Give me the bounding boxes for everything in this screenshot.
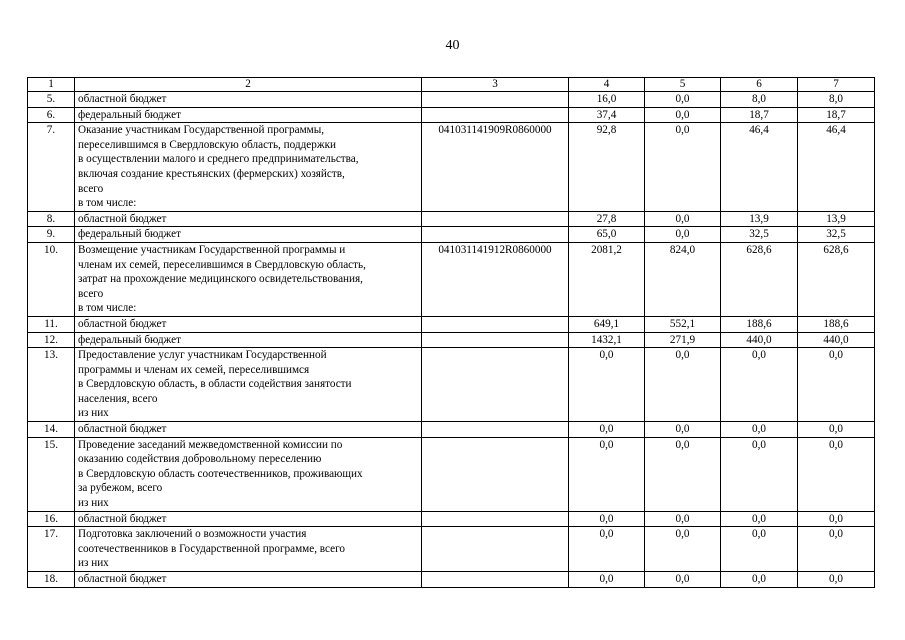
- value-col7-cell: 8,0: [798, 92, 875, 108]
- budget-code-cell: 041031141909R0860000: [422, 123, 569, 212]
- header-cell-5: 5: [645, 78, 721, 92]
- value-col7-cell: 0,0: [798, 437, 875, 511]
- row-number-cell: 15.: [28, 437, 75, 511]
- value-col4-cell: 0,0: [569, 572, 645, 588]
- value-col4-cell: 65,0: [569, 227, 645, 243]
- budget-code-cell: [422, 527, 569, 572]
- table-row: [28, 332, 875, 348]
- value-col6-cell: 13,9: [721, 211, 798, 227]
- header-cell-3: 3: [422, 78, 569, 92]
- value-col7-cell: 188,6: [798, 316, 875, 332]
- header-cell-7: 7: [798, 78, 875, 92]
- table-row: [28, 92, 875, 108]
- header-cell-6: 6: [721, 78, 798, 92]
- budget-code-cell: [422, 227, 569, 243]
- value-col6-cell: 0,0: [721, 527, 798, 572]
- value-col7-cell: 0,0: [798, 422, 875, 438]
- item-name-cell: областной бюджет: [75, 92, 422, 108]
- budget-code-cell: [422, 92, 569, 108]
- table-row: [28, 348, 875, 422]
- budget-code-cell: [422, 316, 569, 332]
- value-col6-cell: 0,0: [721, 572, 798, 588]
- value-col5-cell: 0,0: [645, 527, 721, 572]
- row-number-cell: 6.: [28, 107, 75, 123]
- item-name-cell: областной бюджет: [75, 572, 422, 588]
- value-col5-cell: 0,0: [645, 211, 721, 227]
- budget-code-cell: [422, 572, 569, 588]
- value-col4-cell: 0,0: [569, 422, 645, 438]
- value-col5-cell: 0,0: [645, 107, 721, 123]
- value-col6-cell: 188,6: [721, 316, 798, 332]
- value-col6-cell: 0,0: [721, 348, 798, 422]
- value-col5-cell: 271,9: [645, 332, 721, 348]
- page-number: 40: [445, 38, 460, 53]
- value-col6-cell: 0,0: [721, 511, 798, 527]
- row-number-cell: 14.: [28, 422, 75, 438]
- row-number-cell: 16.: [28, 511, 75, 527]
- value-col4-cell: 1432,1: [569, 332, 645, 348]
- value-col5-cell: 0,0: [645, 511, 721, 527]
- value-col5-cell: 0,0: [645, 572, 721, 588]
- value-col6-cell: 8,0: [721, 92, 798, 108]
- budget-code-cell: [422, 511, 569, 527]
- budget-code-cell: [422, 348, 569, 422]
- value-col7-cell: 32,5: [798, 227, 875, 243]
- header-cell-2: 2: [75, 78, 422, 92]
- value-col4-cell: 649,1: [569, 316, 645, 332]
- budget-code-cell: [422, 422, 569, 438]
- item-name-cell: Проведение заседаний межведомственной комиссии по оказанию содействия добровольному переселению в Свердловскую область соотечественников, проживающих за рубежом, всего из них: [75, 437, 422, 511]
- value-col6-cell: 628,6: [721, 242, 798, 316]
- value-col5-cell: 824,0: [645, 242, 721, 316]
- item-name-cell: областной бюджет: [75, 316, 422, 332]
- row-number-cell: 17.: [28, 527, 75, 572]
- value-col4-cell: 2081,2: [569, 242, 645, 316]
- budget-table: [27, 77, 875, 588]
- header-cell-1: 1: [28, 78, 75, 92]
- value-col6-cell: 18,7: [721, 107, 798, 123]
- table-row: [28, 511, 875, 527]
- budget-code-cell: 041031141912R0860000: [422, 242, 569, 316]
- row-number-cell: 5.: [28, 92, 75, 108]
- item-name-cell: Возмещение участникам Государственной программы и членам их семей, переселившимся в Свердловскую область, затрат на прохождение медицинского освидетельствования, всего в том числе:: [75, 242, 422, 316]
- value-col4-cell: 0,0: [569, 437, 645, 511]
- value-col4-cell: 37,4: [569, 107, 645, 123]
- value-col5-cell: 0,0: [645, 348, 721, 422]
- row-number-cell: 9.: [28, 227, 75, 243]
- value-col4-cell: 0,0: [569, 348, 645, 422]
- value-col5-cell: 0,0: [645, 422, 721, 438]
- value-col6-cell: 0,0: [721, 437, 798, 511]
- row-number-cell: 13.: [28, 348, 75, 422]
- value-col4-cell: 92,8: [569, 123, 645, 212]
- budget-code-cell: [422, 332, 569, 348]
- value-col7-cell: 628,6: [798, 242, 875, 316]
- header-cell-4: 4: [569, 78, 645, 92]
- table-row: [28, 437, 875, 511]
- table-row: [28, 227, 875, 243]
- row-number-cell: 7.: [28, 123, 75, 212]
- value-col5-cell: 552,1: [645, 316, 721, 332]
- table-row: [28, 527, 875, 572]
- table-row: [28, 242, 875, 316]
- value-col6-cell: 32,5: [721, 227, 798, 243]
- table-header-row: [28, 78, 875, 92]
- item-name-cell: Оказание участникам Государственной программы, переселившимся в Свердловскую область, поддержки в осуществлении малого и среднего предпринимательства, включая создание крестьянских (фермерских) хозяйств, всего в том числе:: [75, 123, 422, 212]
- table-row: [28, 316, 875, 332]
- table-row: [28, 107, 875, 123]
- value-col7-cell: 0,0: [798, 511, 875, 527]
- value-col4-cell: 27,8: [569, 211, 645, 227]
- item-name-cell: Подготовка заключений о возможности участия соотечественников в Государственной программе, всего из них: [75, 527, 422, 572]
- value-col7-cell: 0,0: [798, 572, 875, 588]
- row-number-cell: 8.: [28, 211, 75, 227]
- table-row: [28, 422, 875, 438]
- row-number-cell: 18.: [28, 572, 75, 588]
- value-col7-cell: 440,0: [798, 332, 875, 348]
- value-col5-cell: 0,0: [645, 92, 721, 108]
- item-name-cell: федеральный бюджет: [75, 227, 422, 243]
- value-col6-cell: 0,0: [721, 422, 798, 438]
- value-col4-cell: 0,0: [569, 527, 645, 572]
- value-col5-cell: 0,0: [645, 437, 721, 511]
- budget-code-cell: [422, 211, 569, 227]
- value-col5-cell: 0,0: [645, 227, 721, 243]
- value-col4-cell: 0,0: [569, 511, 645, 527]
- item-name-cell: областной бюджет: [75, 211, 422, 227]
- budget-code-cell: [422, 437, 569, 511]
- row-number-cell: 11.: [28, 316, 75, 332]
- row-number-cell: 10.: [28, 242, 75, 316]
- table-row: [28, 123, 875, 212]
- item-name-cell: областной бюджет: [75, 422, 422, 438]
- value-col6-cell: 46,4: [721, 123, 798, 212]
- item-name-cell: федеральный бюджет: [75, 332, 422, 348]
- value-col4-cell: 16,0: [569, 92, 645, 108]
- item-name-cell: федеральный бюджет: [75, 107, 422, 123]
- budget-code-cell: [422, 107, 569, 123]
- value-col5-cell: 0,0: [645, 123, 721, 212]
- item-name-cell: Предоставление услуг участникам Государственной программы и членам их семей, переселившимся в Свердловскую область, в области содействия занятости населения, всего из них: [75, 348, 422, 422]
- value-col7-cell: 18,7: [798, 107, 875, 123]
- value-col7-cell: 13,9: [798, 211, 875, 227]
- value-col7-cell: 0,0: [798, 527, 875, 572]
- item-name-cell: областной бюджет: [75, 511, 422, 527]
- value-col6-cell: 440,0: [721, 332, 798, 348]
- value-col7-cell: 0,0: [798, 348, 875, 422]
- table-row: [28, 211, 875, 227]
- row-number-cell: 12.: [28, 332, 75, 348]
- table-row: [28, 572, 875, 588]
- value-col7-cell: 46,4: [798, 123, 875, 212]
